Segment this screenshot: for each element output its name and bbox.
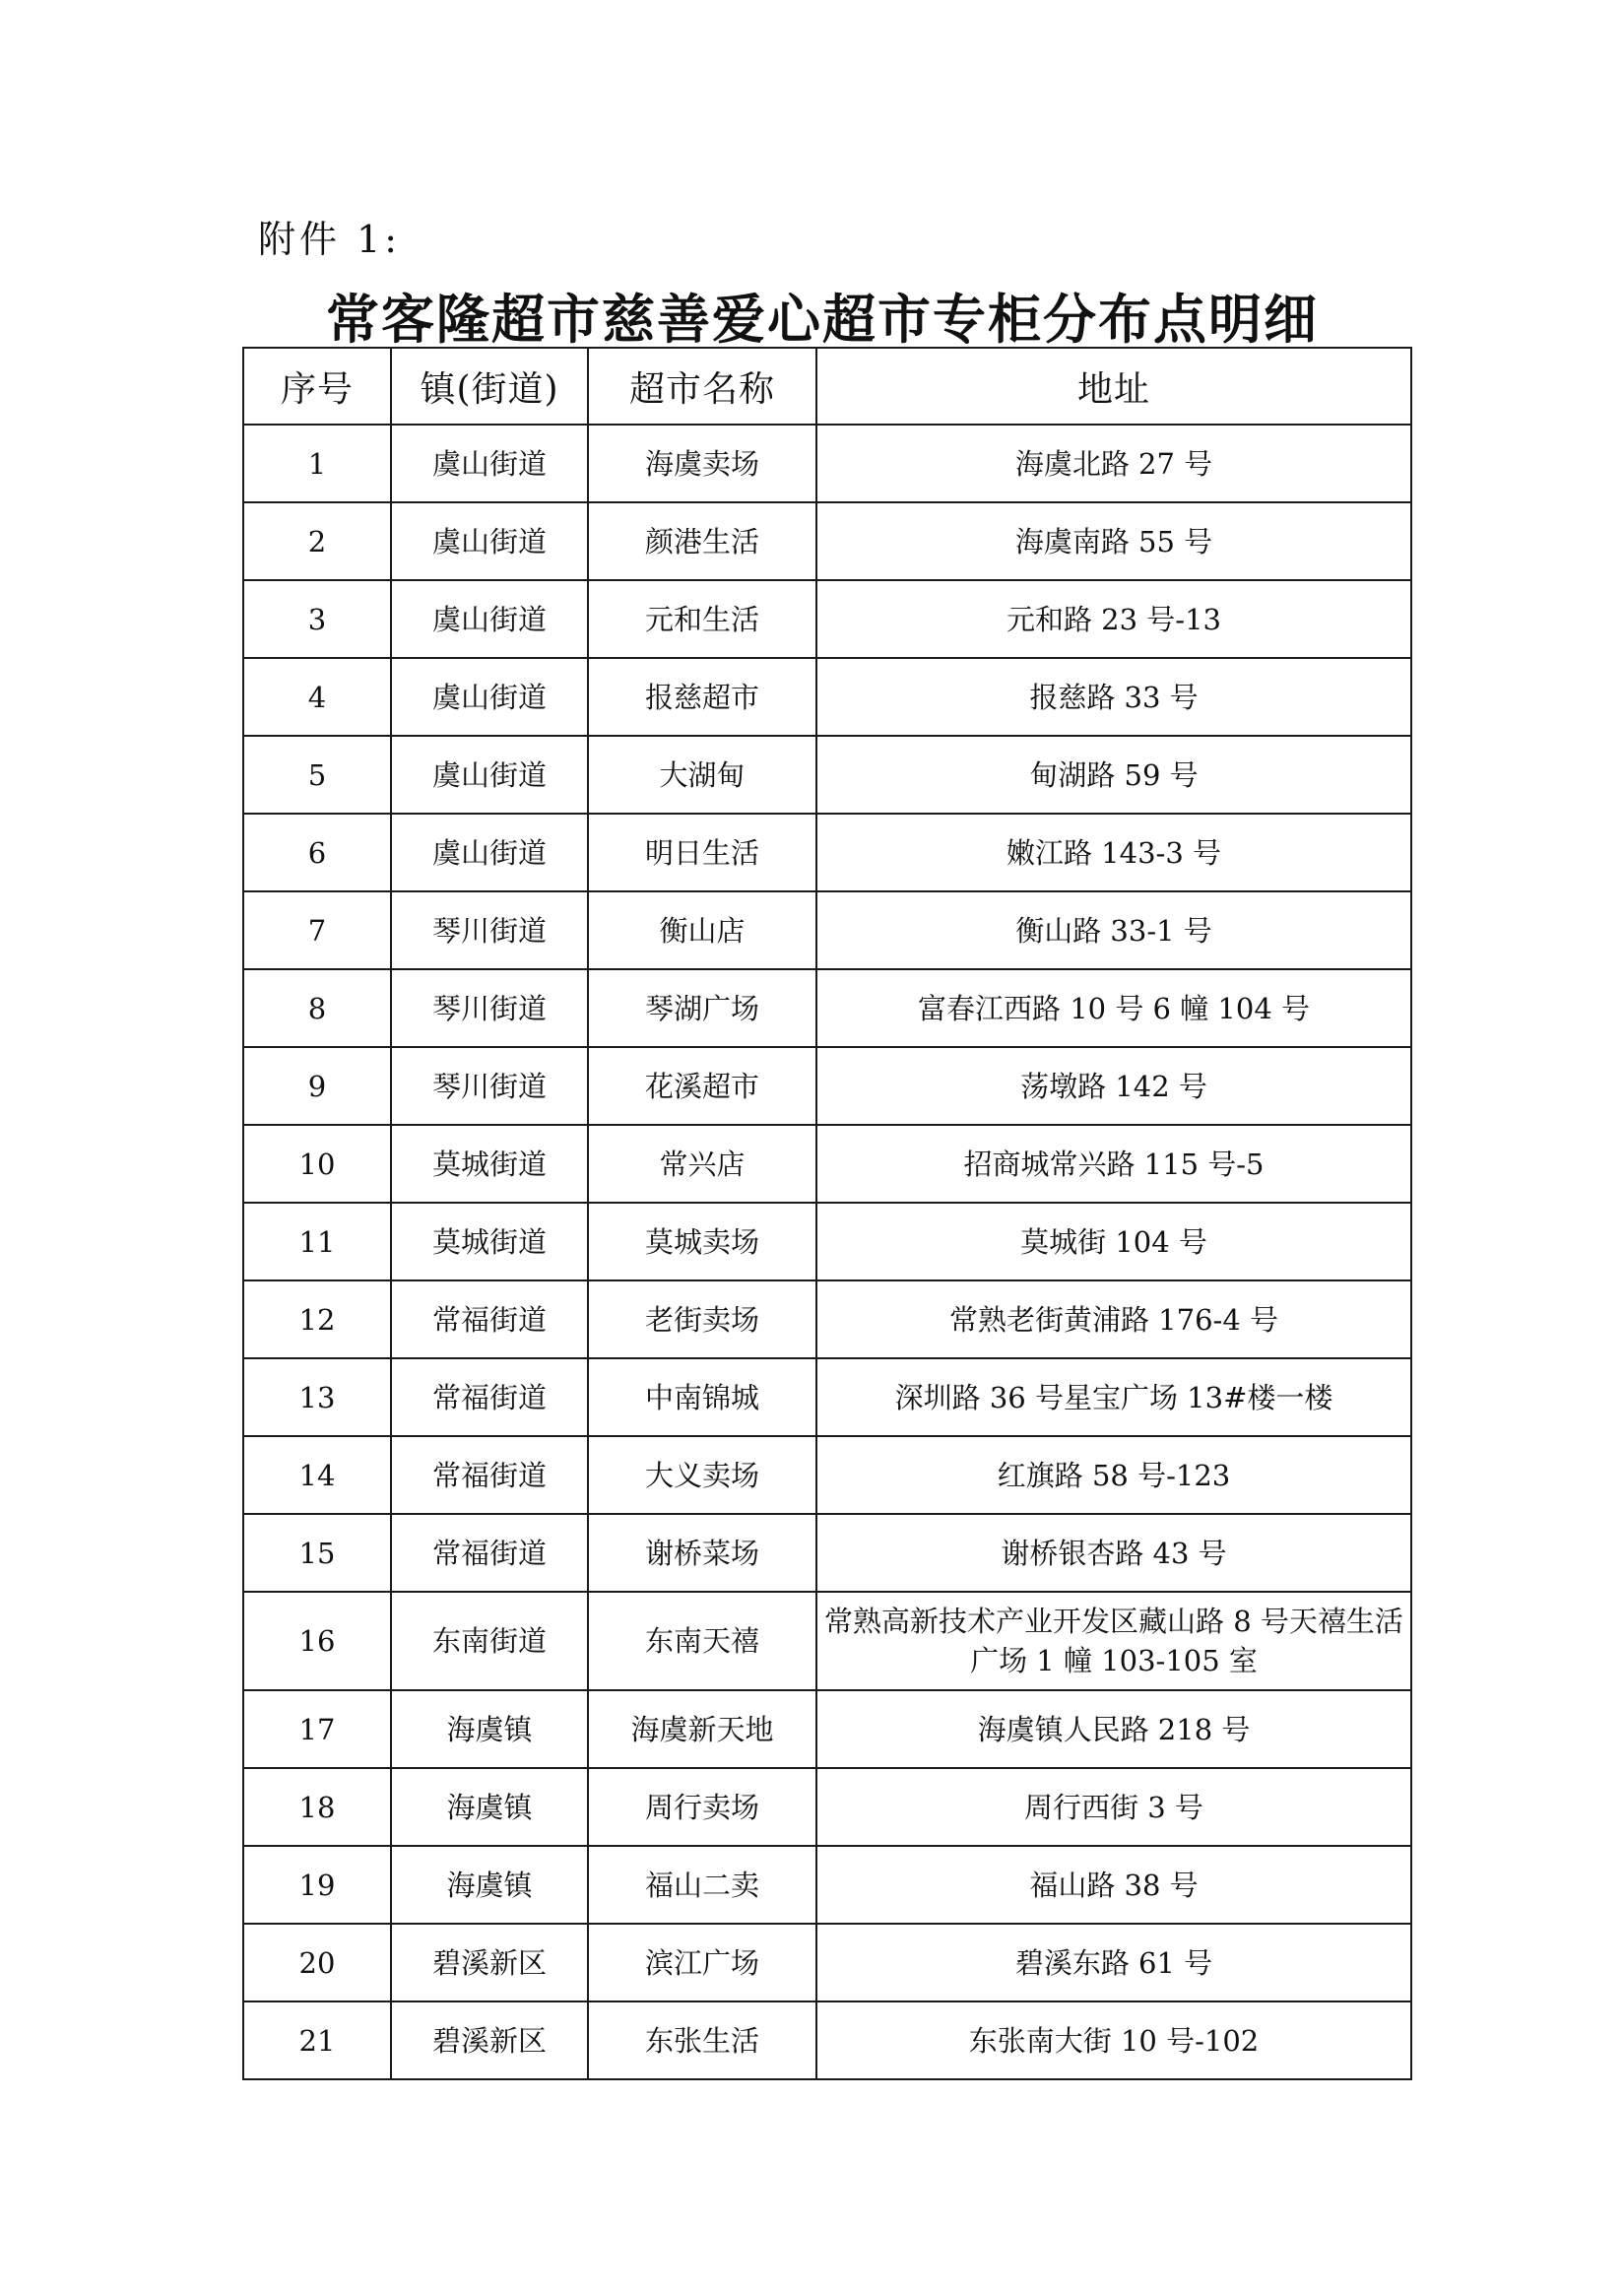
cell-town: 虞山街道 xyxy=(391,658,588,736)
cell-address: 红旗路 58 号-123 xyxy=(816,1436,1411,1514)
table-row xyxy=(243,1436,1411,1514)
cell-no: 9 xyxy=(243,1047,391,1125)
cell-no: 12 xyxy=(243,1280,391,1358)
cell-town: 碧溪新区 xyxy=(391,2001,588,2079)
cell-address: 海虞镇人民路 218 号 xyxy=(816,1690,1411,1768)
cell-town: 莫城街道 xyxy=(391,1203,588,1280)
cell-no: 4 xyxy=(243,658,391,736)
table-row xyxy=(243,502,1411,580)
cell-address: 东张南大街 10 号-102 xyxy=(816,2001,1411,2079)
cell-address: 周行西街 3 号 xyxy=(816,1768,1411,1846)
cell-town: 海虞镇 xyxy=(391,1846,588,1924)
cell-town: 虞山街道 xyxy=(391,502,588,580)
cell-town: 常福街道 xyxy=(391,1280,588,1358)
cell-store: 大湖甸 xyxy=(588,736,816,814)
cell-address: 福山路 38 号 xyxy=(816,1846,1411,1924)
table-row xyxy=(243,1768,1411,1846)
store-table xyxy=(242,347,1412,2080)
cell-town: 虞山街道 xyxy=(391,736,588,814)
cell-town: 虞山街道 xyxy=(391,580,588,658)
cell-no: 15 xyxy=(243,1514,391,1592)
table-row xyxy=(243,1358,1411,1436)
cell-no: 6 xyxy=(243,814,391,891)
cell-store: 中南锦城 xyxy=(588,1358,816,1436)
cell-address: 碧溪东路 61 号 xyxy=(816,1924,1411,2001)
cell-store: 元和生活 xyxy=(588,580,816,658)
table-row xyxy=(243,1924,1411,2001)
cell-store: 谢桥菜场 xyxy=(588,1514,816,1592)
cell-store: 东张生活 xyxy=(588,2001,816,2079)
cell-town: 海虞镇 xyxy=(391,1768,588,1846)
cell-store: 莫城卖场 xyxy=(588,1203,816,1280)
header-store: 超市名称 xyxy=(588,348,816,425)
table-header-row xyxy=(243,348,1411,425)
cell-address: 嫩江路 143-3 号 xyxy=(816,814,1411,891)
cell-no: 21 xyxy=(243,2001,391,2079)
cell-town: 琴川街道 xyxy=(391,891,588,969)
cell-no: 1 xyxy=(243,425,391,502)
cell-address: 富春江西路 10 号 6 幢 104 号 xyxy=(816,969,1411,1047)
table-row xyxy=(243,658,1411,736)
cell-address: 深圳路 36 号星宝广场 13#楼一楼 xyxy=(816,1358,1411,1436)
cell-town: 常福街道 xyxy=(391,1436,588,1514)
cell-town: 海虞镇 xyxy=(391,1690,588,1768)
cell-address: 元和路 23 号-13 xyxy=(816,580,1411,658)
cell-no: 16 xyxy=(243,1592,391,1690)
cell-town: 琴川街道 xyxy=(391,969,588,1047)
table-row xyxy=(243,969,1411,1047)
cell-store: 东南天禧 xyxy=(588,1592,816,1690)
cell-store: 花溪超市 xyxy=(588,1047,816,1125)
cell-no: 14 xyxy=(243,1436,391,1514)
cell-no: 3 xyxy=(243,580,391,658)
cell-no: 5 xyxy=(243,736,391,814)
cell-address: 海虞南路 55 号 xyxy=(816,502,1411,580)
cell-address: 谢桥银杏路 43 号 xyxy=(816,1514,1411,1592)
cell-no: 18 xyxy=(243,1768,391,1846)
cell-address: 海虞北路 27 号 xyxy=(816,425,1411,502)
cell-store: 琴湖广场 xyxy=(588,969,816,1047)
table-row xyxy=(243,736,1411,814)
cell-no: 8 xyxy=(243,969,391,1047)
cell-store: 海虞新天地 xyxy=(588,1690,816,1768)
cell-town: 虞山街道 xyxy=(391,814,588,891)
cell-town: 琴川街道 xyxy=(391,1047,588,1125)
cell-town: 常福街道 xyxy=(391,1358,588,1436)
table-row xyxy=(243,580,1411,658)
cell-address: 报慈路 33 号 xyxy=(816,658,1411,736)
cell-store: 老街卖场 xyxy=(588,1280,816,1358)
attachment-label: 附件 1: xyxy=(258,218,402,261)
table-row xyxy=(243,425,1411,502)
cell-store: 常兴店 xyxy=(588,1125,816,1203)
cell-town: 常福街道 xyxy=(391,1514,588,1592)
table-row xyxy=(243,891,1411,969)
cell-address: 衡山路 33-1 号 xyxy=(816,891,1411,969)
cell-address: 甸湖路 59 号 xyxy=(816,736,1411,814)
table-row xyxy=(243,1047,1411,1125)
cell-no: 7 xyxy=(243,891,391,969)
table-row xyxy=(243,1203,1411,1280)
table-row xyxy=(243,1280,1411,1358)
cell-store: 海虞卖场 xyxy=(588,425,816,502)
cell-no: 13 xyxy=(243,1358,391,1436)
cell-store: 衡山店 xyxy=(588,891,816,969)
cell-address: 荡墩路 142 号 xyxy=(816,1047,1411,1125)
cell-no: 17 xyxy=(243,1690,391,1768)
document-title: 常客隆超市慈善爱心超市专柜分布点明细 xyxy=(326,289,1319,351)
cell-no: 20 xyxy=(243,1924,391,2001)
cell-no: 10 xyxy=(243,1125,391,1203)
cell-town: 莫城街道 xyxy=(391,1125,588,1203)
table-row xyxy=(243,1690,1411,1768)
cell-town: 东南街道 xyxy=(391,1592,588,1690)
header-no: 序号 xyxy=(243,348,391,425)
cell-store: 滨江广场 xyxy=(588,1924,816,2001)
cell-no: 19 xyxy=(243,1846,391,1924)
table-row xyxy=(243,1592,1411,1690)
cell-no: 11 xyxy=(243,1203,391,1280)
cell-town: 虞山街道 xyxy=(391,425,588,502)
cell-store: 明日生活 xyxy=(588,814,816,891)
cell-store: 报慈超市 xyxy=(588,658,816,736)
cell-address: 招商城常兴路 115 号-5 xyxy=(816,1125,1411,1203)
header-town: 镇(街道) xyxy=(391,348,588,425)
header-address: 地址 xyxy=(816,348,1411,425)
cell-store: 周行卖场 xyxy=(588,1768,816,1846)
table-row xyxy=(243,1514,1411,1592)
cell-address: 莫城街 104 号 xyxy=(816,1203,1411,1280)
cell-store: 福山二卖 xyxy=(588,1846,816,1924)
cell-no: 2 xyxy=(243,502,391,580)
table-row xyxy=(243,814,1411,891)
table-row xyxy=(243,1125,1411,1203)
cell-store: 颜港生活 xyxy=(588,502,816,580)
cell-town: 碧溪新区 xyxy=(391,1924,588,2001)
cell-address: 常熟高新技术产业开发区藏山路 8 号天禧生活广场 1 幢 103-105 室 xyxy=(816,1592,1411,1690)
cell-store: 大义卖场 xyxy=(588,1436,816,1514)
cell-address: 常熟老街黄浦路 176-4 号 xyxy=(816,1280,1411,1358)
table-row xyxy=(243,2001,1411,2079)
table-row xyxy=(243,1846,1411,1924)
